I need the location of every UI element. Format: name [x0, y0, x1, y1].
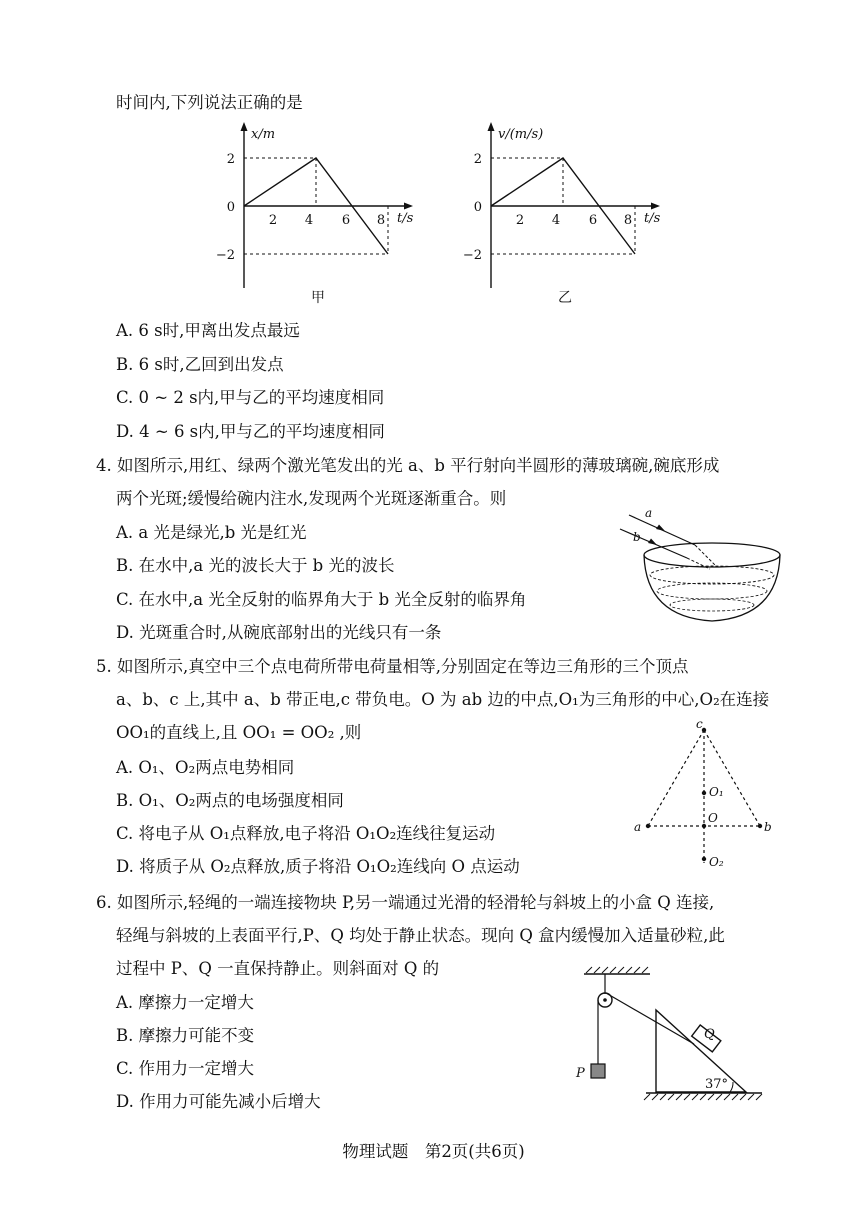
q5-stem-line2: a、b、c 上,其中 a、b 带正电,c 带负电。O 为 ab 边的中点,O₁为三角形的中心,O₂在连接: [116, 690, 770, 709]
label-b: b: [633, 530, 641, 544]
q5-option-d: D. 将质子从 O₂点释放,质子将沿 O₁O₂连线向 O 点运动: [116, 857, 520, 876]
q6-option-d: D. 作用力可能先减小后增大: [116, 1092, 321, 1111]
tick-2: 2: [268, 213, 278, 228]
ground-hatch: [644, 1094, 762, 1100]
q6-stem-line2: 轻绳与斜坡的上表面平行,P、Q 均处于静止状态。现向 Q 盒内缓慢加入适量砂粒,此: [116, 926, 725, 945]
tick-2: 2: [515, 213, 525, 228]
q3-option-a: A. 6 s时,甲离出发点最远: [116, 321, 300, 340]
q4-option-c: C. 在水中,a 光全反射的临界角大于 b 光全反射的临界角: [116, 590, 527, 609]
incline: [656, 1010, 746, 1092]
q5-triangle-figure: [630, 718, 780, 878]
x-arrow: [404, 203, 413, 210]
q5-option-a: A. O₁、O₂两点电势相同: [116, 758, 295, 777]
point-o: [702, 824, 706, 828]
x-arrow: [651, 203, 660, 210]
label-a: a: [634, 820, 642, 834]
q4-option-b: B. 在水中,a 光的波长大于 b 光的波长: [116, 556, 395, 575]
point-b: [758, 824, 762, 828]
q6-option-b: B. 摩擦力可能不变: [116, 1026, 255, 1045]
label-c: c: [696, 717, 703, 731]
angle-label: 37°: [705, 1077, 729, 1092]
label-o1: O₁: [709, 785, 724, 799]
y-label: x/m: [251, 127, 276, 142]
graph-x-t: [215, 118, 415, 308]
label-o2: O₂: [709, 855, 724, 869]
rope-incline: [606, 993, 694, 1044]
page-footer: 物理试题 第2页(共6页): [342, 1142, 525, 1161]
q4-option-d: D. 光斑重合时,从碗底部射出的光线只有一条: [116, 623, 442, 642]
tick-8: 8: [623, 213, 633, 228]
q6-option-a: A. 摩擦力一定增大: [116, 993, 254, 1012]
tick-4: 4: [551, 213, 561, 228]
ytick-2: 2: [226, 152, 235, 167]
y-label: v/(m/s): [498, 127, 544, 142]
q5-stem-line3: OO₁的直线上,且 OO₁ = OO₂ ,则: [116, 723, 362, 742]
block-p: [591, 1064, 605, 1078]
tick-8: 8: [376, 213, 386, 228]
label-b: b: [764, 820, 772, 834]
q6-stem-line3: 过程中 P、Q 一直保持静止。则斜面对 Q 的: [116, 959, 440, 978]
q4-stem-line1: 4. 如图所示,用红、绿两个激光笔发出的光 a、b 平行射向半圆形的薄玻璃碗,碗底形成: [96, 456, 720, 475]
q5-stem-line1: 5. 如图所示,真空中三个点电荷所带电荷量相等,分别固定在等边三角形的三个顶点: [96, 657, 689, 676]
q4-bowl-figure: [615, 505, 780, 630]
label-o: O: [708, 811, 718, 825]
q3-stem-tail: 时间内,下列说法正确的是: [116, 93, 303, 112]
q5-option-c: C. 将电子从 O₁点释放,电子将沿 O₁O₂连线往复运动: [116, 824, 496, 843]
label-p: P: [576, 1066, 585, 1081]
q5-option-b: B. O₁、O₂两点的电场强度相同: [116, 791, 344, 810]
x-label: t/s: [397, 211, 414, 226]
tick-4: 4: [304, 213, 314, 228]
ytick-2: 2: [473, 152, 482, 167]
point-o1: [702, 791, 706, 795]
ytick-0: 0: [226, 200, 235, 215]
q3-option-b: B. 6 s时,乙回到出发点: [116, 355, 284, 374]
tick-6: 6: [588, 213, 598, 228]
x-label: t/s: [644, 211, 661, 226]
graph-v-t: [462, 118, 662, 308]
q3-option-c: C. 0 ~ 2 s内,甲与乙的平均速度相同: [116, 388, 385, 407]
bowl-rim: [644, 543, 780, 567]
q4-stem-line2: 两个光斑;缓慢给碗内注水,发现两个光斑逐渐重合。则: [116, 489, 507, 508]
tick-6: 6: [341, 213, 351, 228]
q4-option-a: A. a 光是绿光,b 光是红光: [116, 523, 307, 542]
water-line-1: [650, 566, 774, 584]
q6-stem-line1: 6. 如图所示,轻绳的一端连接物块 P,另一端通过光滑的轻滑轮与斜坡上的小盒 Q 连接,: [96, 893, 715, 912]
ytick-neg2: −2: [462, 248, 482, 263]
ytick-0: 0: [473, 200, 482, 215]
ytick-neg2: −2: [215, 248, 235, 263]
caption: 乙: [558, 290, 572, 306]
caption: 甲: [311, 290, 325, 306]
ceiling-hatch: [586, 967, 648, 973]
water-line-3: [670, 599, 754, 611]
point-o2: [702, 857, 706, 861]
edge-ca: [648, 730, 704, 826]
q3-option-d: D. 4 ~ 6 s内,甲与乙的平均速度相同: [116, 422, 385, 441]
label-q: Q: [704, 1027, 715, 1042]
water-line-2: [657, 583, 767, 599]
q6-incline-figure: [570, 962, 770, 1112]
point-a: [646, 824, 650, 828]
label-a: a: [645, 506, 653, 520]
y-arrow: [488, 122, 495, 131]
q6-option-c: C. 作用力一定增大: [116, 1059, 255, 1078]
bowl-body: [644, 555, 780, 621]
y-arrow: [241, 122, 248, 131]
